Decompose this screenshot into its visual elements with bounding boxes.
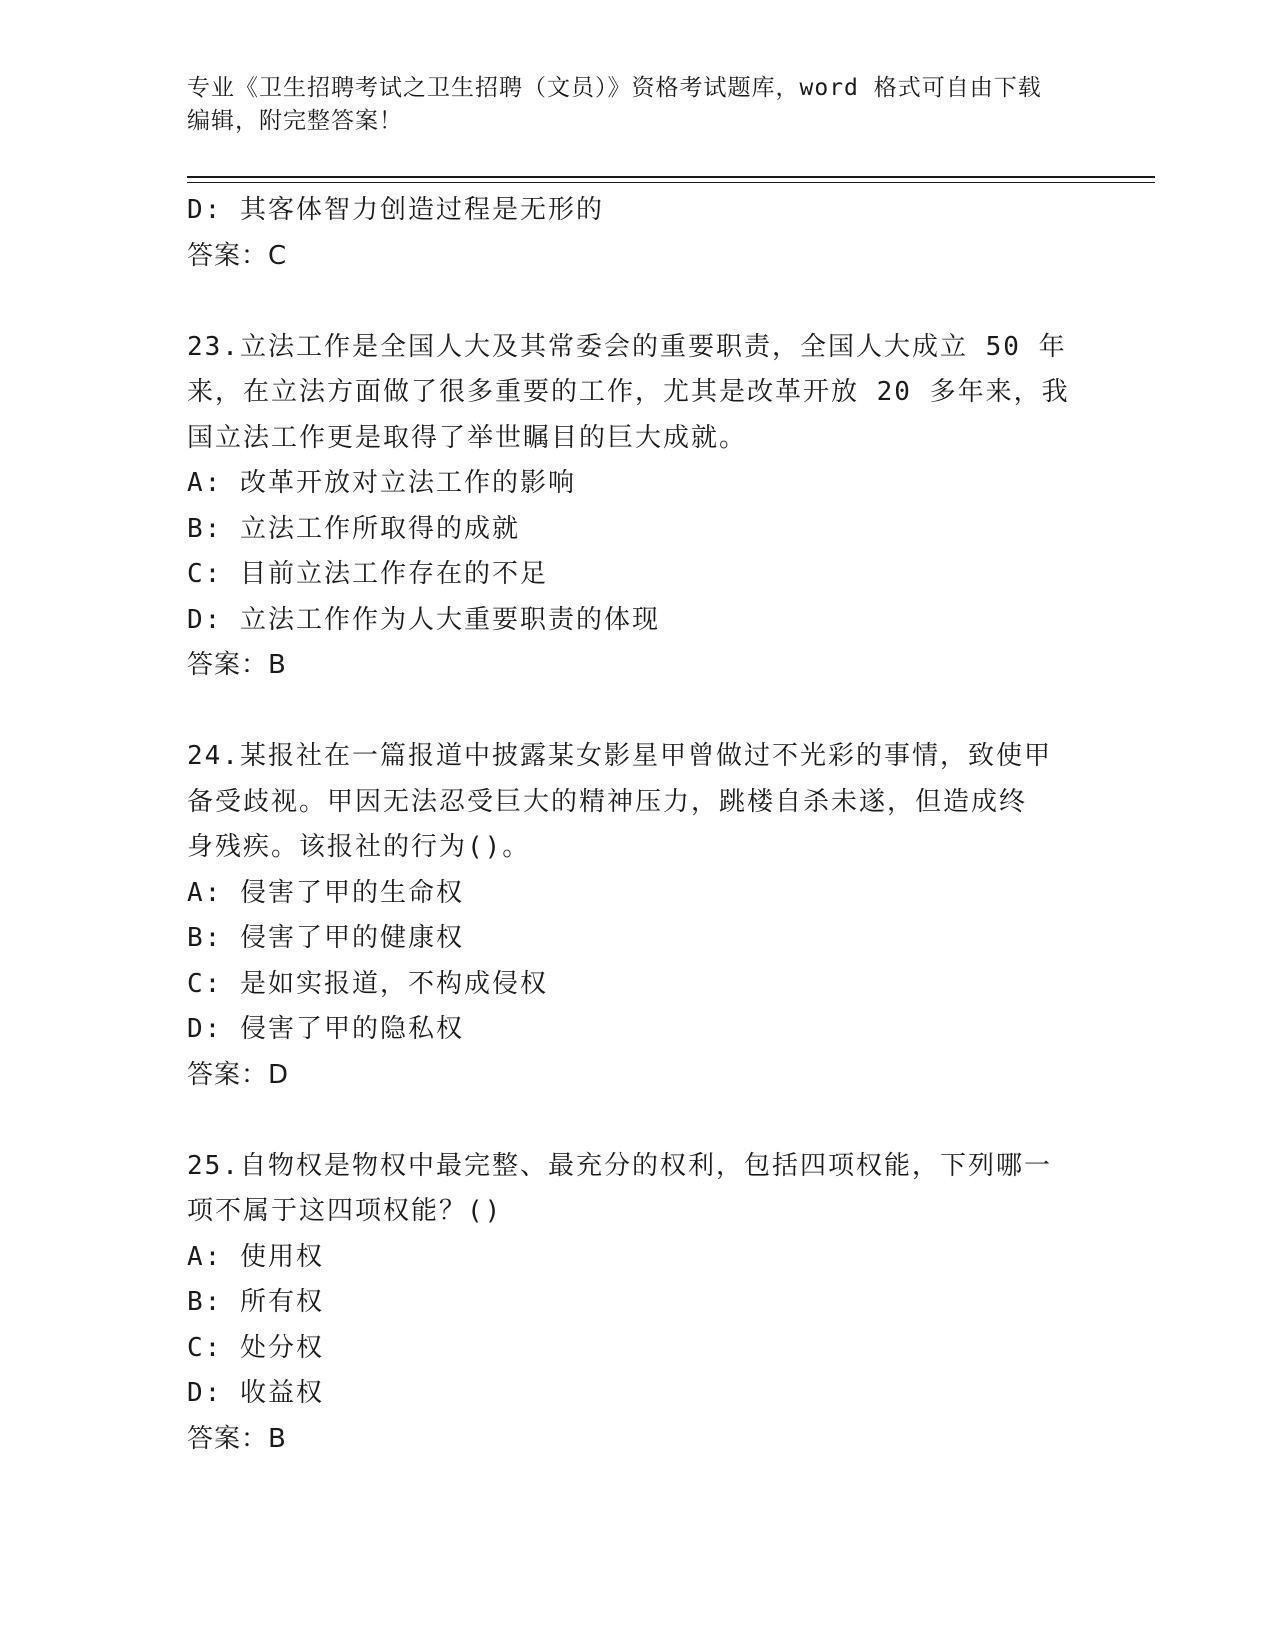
question-25 — [187, 1144, 1087, 1463]
question-23-option-b: B: 立法工作所取得的成就 — [187, 513, 520, 544]
question-25-option-a: A: 使用权 — [187, 1241, 324, 1272]
question-24-option-c: C: 是如实报道，不构成侵权 — [187, 968, 548, 999]
question-23-option-d: D: 立法工作作为人大重要职责的体现 — [187, 604, 660, 635]
question-24-option-d: D: 侵害了甲的隐私权 — [187, 1014, 464, 1044]
header-divider-thick — [187, 176, 1155, 178]
question-23-option-a: A: 改革开放对立法工作的影响 — [187, 468, 576, 498]
question-24-text-line-1: 24.某报社在一篇报道中披露某女影星甲曾做过不光彩的事情，致使甲 — [187, 741, 1052, 771]
question-22-answer: 答案：C — [187, 240, 288, 271]
question-25-text-line-2: 项不属于这四项权能？() — [187, 1196, 503, 1226]
question-list — [187, 188, 1087, 1462]
question-22-tail — [187, 188, 1087, 279]
question-23 — [187, 325, 1087, 689]
question-22-option-d: D: 其客体智力创造过程是无形的 — [187, 195, 604, 225]
question-24-option-a: A: 侵害了甲的生命权 — [187, 877, 464, 908]
question-25-text-line-1: 25.自物权是物权中最完整、最充分的权利，包括四项权能，下列哪一 — [187, 1150, 1052, 1181]
question-23-text-line-1: 23.立法工作是全国人大及其常委会的重要职责，全国人大成立 50 年 — [187, 331, 1067, 362]
question-25-option-d: D: 收益权 — [187, 1378, 324, 1408]
question-24 — [187, 734, 1087, 1098]
question-24-text-line-2: 备受歧视。甲因无法忍受巨大的精神压力，跳楼自杀未遂，但造成终 — [187, 786, 1028, 817]
question-25-answer: 答案：B — [187, 1423, 287, 1454]
header-line-2: 编辑，附完整答案！ — [187, 108, 403, 134]
header-line-1: 专业《卫生招聘考试之卫生招聘（文员）》资格考试题库，word 格式可自由下载 — [187, 75, 1042, 101]
question-25-option-b: B: 所有权 — [187, 1287, 324, 1317]
spacer — [187, 279, 1087, 325]
document-header — [187, 72, 1077, 138]
question-24-answer: 答案：D — [187, 1059, 290, 1090]
question-23-option-c: C: 目前立法工作存在的不足 — [187, 559, 548, 589]
spacer — [187, 689, 1087, 735]
header-divider-thin — [187, 182, 1155, 183]
question-23-text-line-2: 来，在立法方面做了很多重要的工作，尤其是改革开放 20 多年来，我 — [187, 377, 1070, 407]
question-25-option-c: C: 处分权 — [187, 1332, 324, 1363]
question-24-option-b: B: 侵害了甲的健康权 — [187, 923, 464, 953]
question-23-text-line-3: 国立法工作更是取得了举世瞩目的巨大成就。 — [187, 422, 748, 453]
question-23-answer: 答案：B — [187, 650, 287, 680]
question-24-text-line-3: 身残疾。该报社的行为()。 — [187, 832, 531, 862]
spacer — [187, 1098, 1087, 1144]
